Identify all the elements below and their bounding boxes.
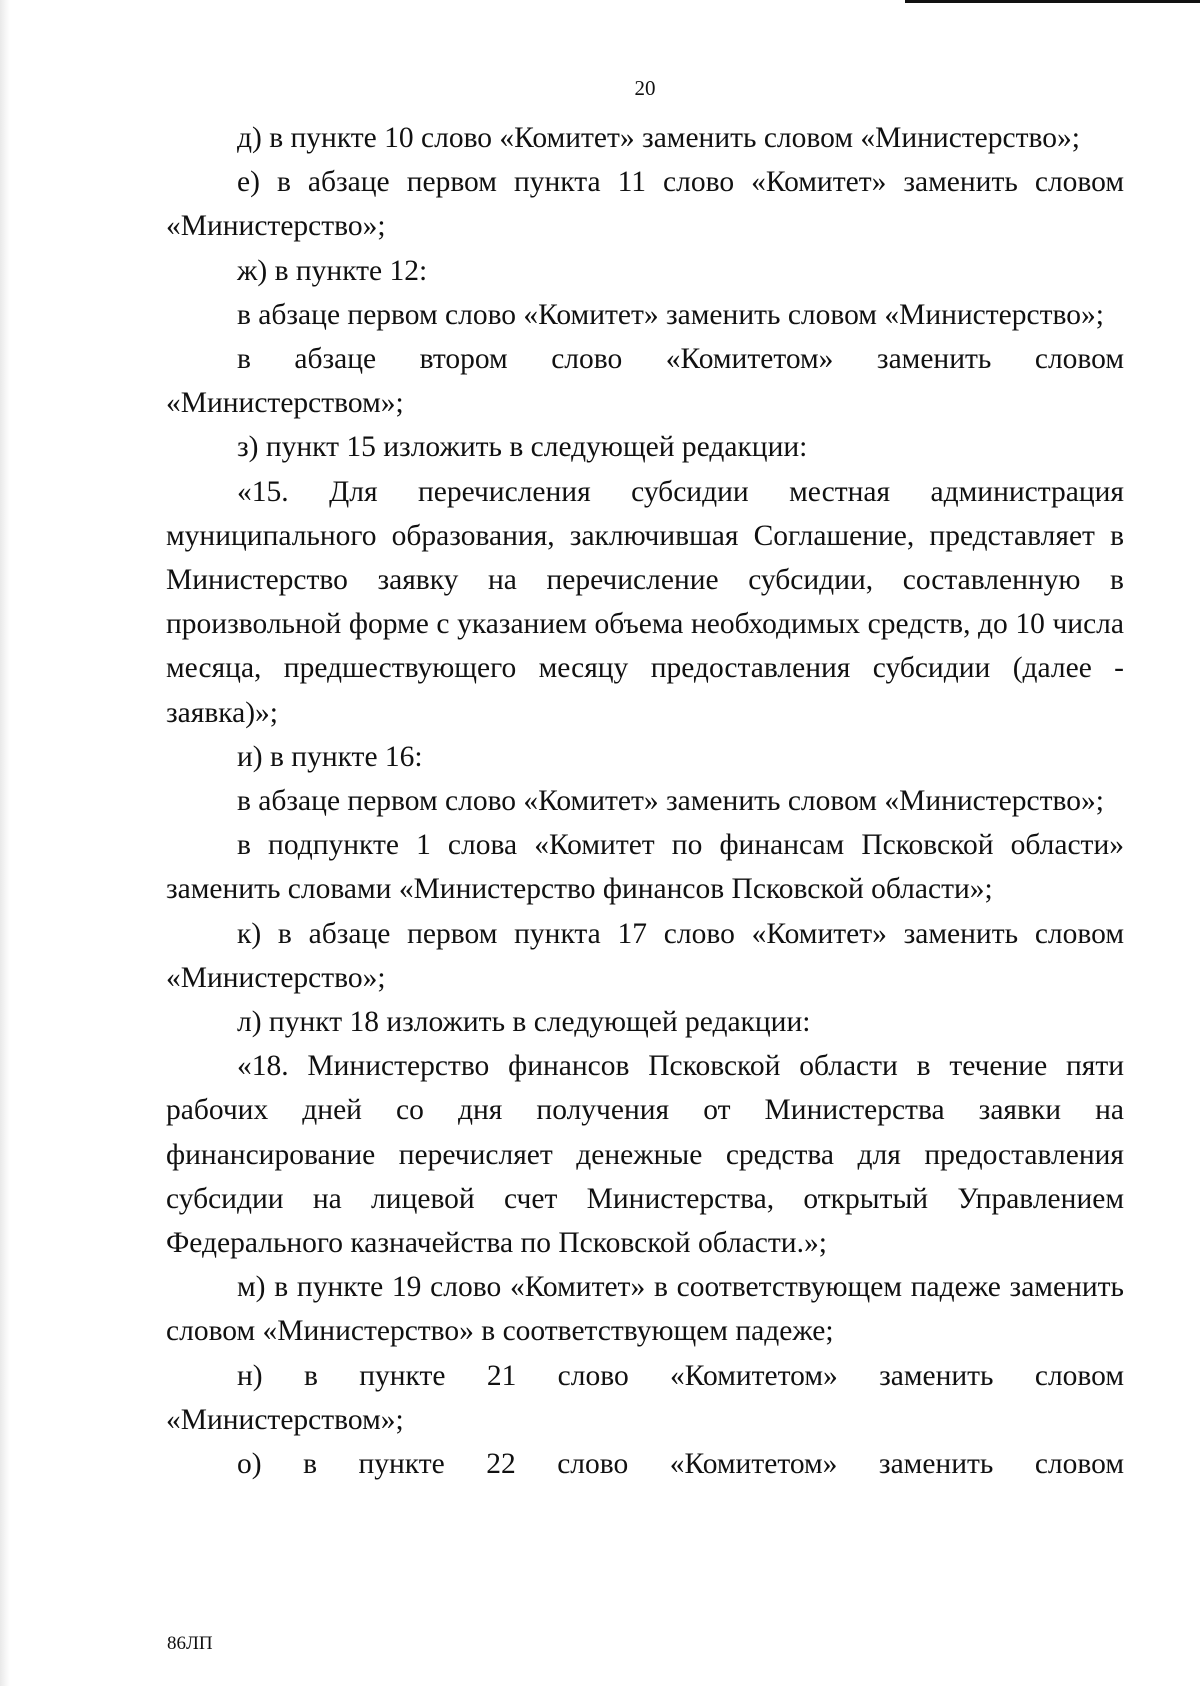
paragraph-16-first-abzac: в абзаце первом слово «Комитет» заменить словом «Министерство»; [237, 785, 1104, 818]
paragraph-12-second-abzac: в абзаце втором слово «Комитетом» заменить словом «Министерством»; [166, 343, 1124, 420]
paragraph-item-n: н) в пункте 21 слово «Комитетом» заменить словом «Министерством»; [166, 1359, 1124, 1436]
document-body [166, 116, 1124, 1486]
paragraph-item-o: о) в пункте 22 слово «Комитетом» заменить словом [237, 1448, 1124, 1481]
paragraph-12-first-abzac: в абзаце первом слово «Комитет» заменить словом «Министерство»; [237, 298, 1104, 331]
paragraph-item-i: и) в пункте 16: [237, 740, 423, 773]
paragraph-item-l: л) пункт 18 изложить в следующей редакции: [237, 1006, 811, 1039]
paragraph-new-point-15: «15. Для перечисления субсидии местная администрация муниципального образования, заключившая Соглашение, представляет в Министерство заявку на перечисление субсидии, составленную в произвольной форме с указанием объема необходимых средств, до 10 числа месяца, предшествующего месяцу предоставления субсидии (далее - заявка)»; [166, 475, 1124, 729]
paragraph-item-zh: ж) в пункте 12: [237, 254, 428, 287]
paragraph-item-e: е) в абзаце первом пункта 11 слово «Комитет» заменить словом «Министерство»; [166, 166, 1124, 243]
paragraph-item-m: м) в пункте 19 слово «Комитет» в соответствующем падеже заменить словом «Министерство» в соответствующем падеже; [166, 1271, 1124, 1348]
document-code: 86ЛП [167, 1633, 213, 1654]
page-number: 20 [634, 76, 656, 100]
paragraph-16-subpoint-1: в подпункте 1 слова «Комитет по финансам Псковской области» заменить словами «Министерство финансов Псковской области»; [166, 829, 1124, 906]
paragraph-item-k: к) в абзаце первом пункта 17 слово «Комитет» заменить словом «Министерство»; [166, 917, 1124, 994]
paragraph-item-z: з) пункт 15 изложить в следующей редакции: [237, 431, 808, 464]
top-rule-line [905, 0, 1200, 3]
paragraph-item-d: д) в пункте 10 слово «Комитет» заменить словом «Министерство»; [237, 122, 1080, 154]
paragraph-new-point-18: «18. Министерство финансов Псковской области в течение пяти рабочих дней со дня получения от Министерства заявки на финансирование перечисляет денежные средства для предоставления субсидии на лицевой счет Министерства, открытый Управлением Федерального казначейства по Псковской области.»; [166, 1050, 1124, 1260]
scan-edge-shadow [0, 0, 10, 1686]
